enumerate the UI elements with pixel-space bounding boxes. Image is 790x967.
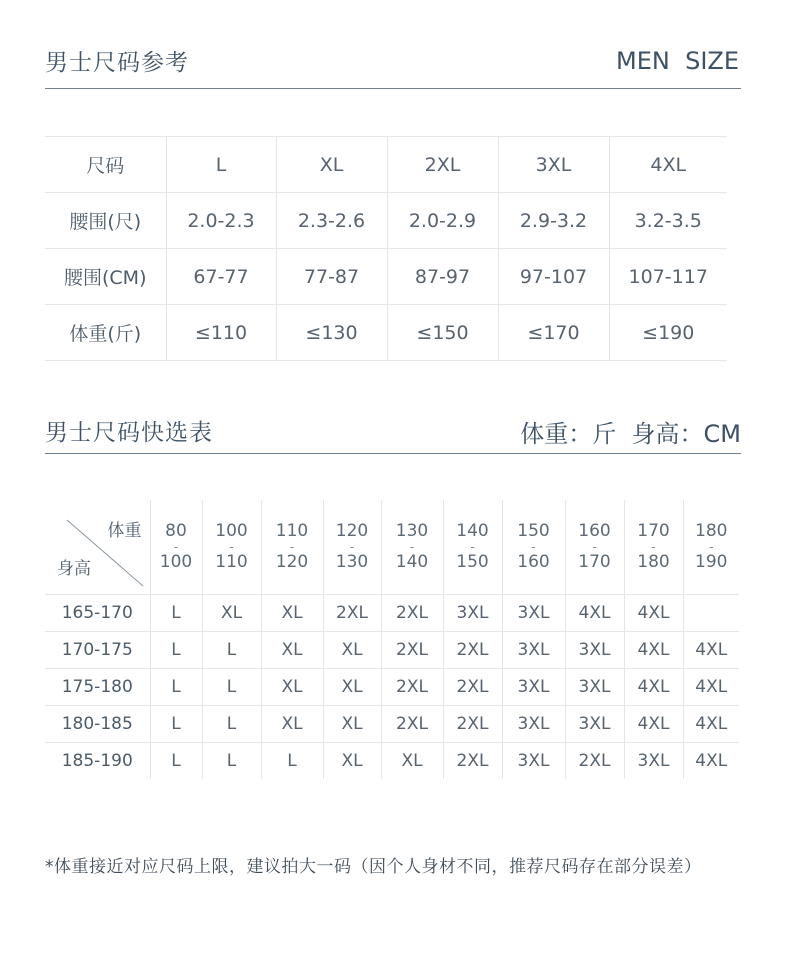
weight-range-sep: - xyxy=(592,540,597,554)
weight-range-header xyxy=(683,500,739,595)
size-table-cell: 3XL xyxy=(498,137,609,193)
recommended-size-cell: 4XL xyxy=(624,669,683,706)
weight-range-to: 140 xyxy=(395,552,429,572)
size-table-row xyxy=(45,249,727,305)
recommended-size-cell: 2XL xyxy=(443,669,502,706)
size-table-row xyxy=(45,193,727,249)
recommended-size-cell: 2XL xyxy=(381,595,443,632)
recommended-size-cell: 2XL xyxy=(381,706,443,743)
weight-range-sep: - xyxy=(709,540,714,554)
recommended-size-cell: 2XL xyxy=(381,632,443,669)
weight-range-sep: - xyxy=(651,540,656,554)
recommended-size-cell: XL xyxy=(323,743,381,780)
size-table-cell: ≤130 xyxy=(276,305,387,361)
weight-range-from: 150 xyxy=(517,521,550,541)
units-label: 体重：斤 身高：CM xyxy=(520,420,741,448)
weight-range-sep: - xyxy=(349,540,355,554)
recommended-size-cell: L xyxy=(202,669,261,706)
weight-range-to: 180 xyxy=(637,552,670,572)
recommended-size-cell: 2XL xyxy=(443,706,502,743)
weight-range-sep: - xyxy=(409,540,415,554)
size-table-cell: 107-117 xyxy=(609,249,727,305)
quick-select-row xyxy=(45,669,739,706)
row-label: 腰围(CM) xyxy=(45,249,166,305)
weight-range-sep: - xyxy=(229,540,234,554)
weight-range-to: 170 xyxy=(578,552,611,572)
weight-range-from: 80 xyxy=(165,521,187,541)
recommended-size-cell: 3XL xyxy=(565,632,624,669)
recommended-size-cell: 2XL xyxy=(443,632,502,669)
recommended-size-cell: 2XL xyxy=(381,669,443,706)
weight-range-header xyxy=(323,500,381,595)
size-table-cell: XL xyxy=(276,137,387,193)
weight-range-to: 130 xyxy=(335,552,369,572)
recommended-size-cell: XL xyxy=(202,595,261,632)
size-table-cell: 87-97 xyxy=(387,249,498,305)
recommended-size-cell: L xyxy=(150,669,202,706)
recommended-size-cell: 3XL xyxy=(502,669,565,706)
size-table-row xyxy=(45,305,727,361)
weight-range-to: 100 xyxy=(159,552,193,572)
quick-select-row xyxy=(45,743,739,780)
footnote: *体重接近对应尺码上限，建议拍大一码（因个人身材不同，推荐尺码存在部分误差） xyxy=(45,857,702,877)
table-corner xyxy=(45,500,150,595)
recommended-size-cell: XL xyxy=(261,706,323,743)
corner-weight-label: 体重 xyxy=(107,521,142,541)
recommended-size-cell: 3XL xyxy=(502,632,565,669)
recommended-size-cell: L xyxy=(202,706,261,743)
weight-range-from: 160 xyxy=(578,521,611,541)
recommended-size-cell: 4XL xyxy=(683,706,739,743)
quick-select-table xyxy=(45,500,739,779)
size-table-cell: ≤190 xyxy=(609,305,727,361)
size-table-cell: L xyxy=(166,137,276,193)
recommended-size-cell: 3XL xyxy=(502,706,565,743)
recommended-size-cell: L xyxy=(150,595,202,632)
size-table-cell: 3.2-3.5 xyxy=(609,193,727,249)
size-table-cell: 67-77 xyxy=(166,249,276,305)
weight-range-from: 180 xyxy=(695,521,728,541)
weight-range-header xyxy=(261,500,323,595)
recommended-size-cell: 3XL xyxy=(502,595,565,632)
recommended-size-cell: 4XL xyxy=(565,595,624,632)
recommended-size-cell: 3XL xyxy=(502,743,565,780)
recommended-size-cell: XL xyxy=(261,669,323,706)
weight-range-from: 140 xyxy=(456,521,489,541)
weight-range-from: 100 xyxy=(215,521,248,541)
recommended-size-cell: 2XL xyxy=(323,595,381,632)
recommended-size-cell: XL xyxy=(261,632,323,669)
recommended-size-cell: XL xyxy=(323,669,381,706)
height-range-label: 170-175 xyxy=(45,632,150,669)
size-reference-table xyxy=(45,136,727,361)
corner-height-label: 身高 xyxy=(57,559,91,579)
weight-range-sep: - xyxy=(470,540,475,554)
height-range-label: 175-180 xyxy=(45,669,150,706)
height-range-label: 165-170 xyxy=(45,595,150,632)
recommended-size-cell: L xyxy=(202,743,261,780)
recommended-size-cell: L xyxy=(261,743,323,780)
weight-range-header xyxy=(624,500,683,595)
recommended-size-cell: 4XL xyxy=(695,751,728,771)
recommended-size-cell: XL xyxy=(381,743,443,780)
size-table-cell: ≤110 xyxy=(166,305,276,361)
section1-divider xyxy=(45,88,741,89)
size-table-cell: 77-87 xyxy=(276,249,387,305)
recommended-size-cell: 3XL xyxy=(624,743,683,780)
recommended-size-cell xyxy=(683,595,739,632)
size-table-cell: 97-107 xyxy=(498,249,609,305)
recommended-size-cell: 2XL xyxy=(565,743,624,780)
quick-select-row xyxy=(45,595,739,632)
quick-select-title: 男士尺码快选表 xyxy=(45,420,213,446)
row-label: 腰围(尺) xyxy=(45,193,166,249)
recommended-size-cell: 4XL xyxy=(683,669,739,706)
recommended-size-cell: 3XL xyxy=(565,706,624,743)
men-size-label: MEN SIZE xyxy=(616,47,739,75)
recommended-size-cell: 4XL xyxy=(624,632,683,669)
weight-range-to: 160 xyxy=(517,552,550,572)
size-table-cell: 4XL xyxy=(609,137,727,193)
weight-range-from: 120 xyxy=(335,521,369,541)
recommended-size-cell: 4XL xyxy=(624,706,683,743)
weight-range-from: 170 xyxy=(637,521,670,541)
quick-select-row xyxy=(45,632,739,669)
recommended-size-cell: 4XL xyxy=(624,595,683,632)
weight-range-header xyxy=(150,500,202,595)
recommended-size-cell: L xyxy=(150,743,202,780)
recommended-size-cell: 3XL xyxy=(443,595,502,632)
weight-range-sep: - xyxy=(173,540,179,554)
weight-range-header xyxy=(502,500,565,595)
size-table-cell: 2.0-2.9 xyxy=(387,193,498,249)
recommended-size-cell: 2XL xyxy=(443,743,502,780)
weight-range-header xyxy=(565,500,624,595)
weight-range-from: 130 xyxy=(395,521,429,541)
size-table-row xyxy=(45,137,727,193)
recommended-size-cell: L xyxy=(202,632,261,669)
height-range-label: 180-185 xyxy=(45,706,150,743)
weight-range-header xyxy=(381,500,443,595)
weight-range-to: 150 xyxy=(456,552,489,572)
height-range-label: 185-190 xyxy=(45,743,150,780)
recommended-size-cell: 4XL xyxy=(683,632,739,669)
weight-range-header xyxy=(443,500,502,595)
weight-range-sep: - xyxy=(289,540,295,554)
row-label: 尺码 xyxy=(45,137,166,193)
section2-divider xyxy=(45,453,741,454)
recommended-size-cell: 3XL xyxy=(565,669,624,706)
recommended-size-cell: XL xyxy=(323,632,381,669)
recommended-size-cell: XL xyxy=(261,595,323,632)
weight-range-to: 110 xyxy=(215,552,248,572)
quick-select-row xyxy=(45,706,739,743)
weight-range-header xyxy=(202,500,261,595)
size-table-cell: 2XL xyxy=(387,137,498,193)
size-table-cell: ≤150 xyxy=(387,305,498,361)
row-label: 体重(斤) xyxy=(45,305,166,361)
weight-range-from: 110 xyxy=(275,521,309,541)
size-table-cell: ≤170 xyxy=(498,305,609,361)
size-table-cell: 2.9-3.2 xyxy=(498,193,609,249)
weight-range-to: 120 xyxy=(275,552,309,572)
weight-range-sep: - xyxy=(531,540,536,554)
recommended-size-cell: L xyxy=(150,632,202,669)
weight-range-to: 190 xyxy=(695,552,728,572)
size-reference-title: 男士尺码参考 xyxy=(45,50,189,76)
diagonal-line xyxy=(45,500,150,594)
size-table-cell: 2.3-2.6 xyxy=(276,193,387,249)
recommended-size-cell: L xyxy=(150,706,202,743)
recommended-size-cell: XL xyxy=(323,706,381,743)
size-table-cell: 2.0-2.3 xyxy=(166,193,276,249)
